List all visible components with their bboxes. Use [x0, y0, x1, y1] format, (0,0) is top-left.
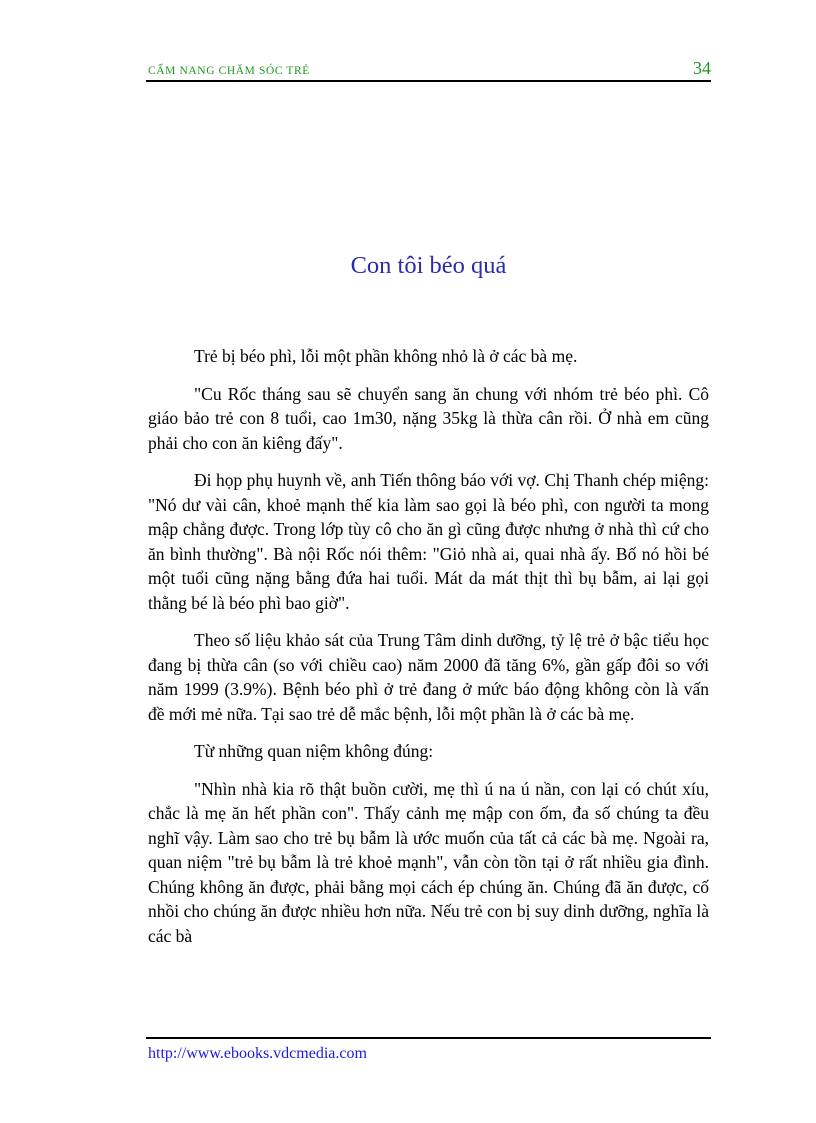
- footer-link[interactable]: http://www.ebooks.vdcmedia.com: [148, 1045, 367, 1062]
- page-number: 34: [693, 58, 711, 78]
- paragraph: Trẻ bị béo phì, lỗi một phần không nhỏ là ở các bà mẹ.: [194, 346, 578, 366]
- paragraph: Đi họp phụ huynh về, anh Tiến thông báo với vợ. Chị Thanh chép miệng: "Nó dư vài cân, khoẻ mạnh thế kia làm sao gọi là béo phì, con người ta mong mập chẳng được. Trong lớp tùy cô cho ăn gì cũng được nhưng ở nhà thì cứ cho ăn bình thường". Bà nội Rốc nói thêm: "Giỏ nhà ai, quai nhà ấy. Bố nó hồi bé một tuổi cũng nặng bằng đứa hai tuổi. Mát da mát thịt thì bụ bẫm, ai lại gọi thằng bé là béo phì bao giờ".: [148, 470, 709, 613]
- page-footer: [146, 1037, 711, 1062]
- paragraph: "Cu Rốc tháng sau sẽ chuyển sang ăn chung với nhóm trẻ béo phì. Cô giáo bảo trẻ con 8 tuổi, cao 1m30, nặng 35kg là thừa cân rồi. Ở nhà em cũng phải cho con ăn kiêng đấy".: [148, 383, 709, 453]
- page-header: [146, 58, 711, 82]
- header-title: CẨM NANG CHĂM SÓC TRẺ: [148, 65, 310, 77]
- chapter-title: Con tôi béo quá: [350, 252, 507, 279]
- paragraph: Từ những quan niệm không đúng:: [194, 741, 434, 761]
- paragraph: "Nhìn nhà kia rõ thật buồn cười, mẹ thì ú na ú nần, con lại có chút xíu, chắc là mẹ ăn hết phần con". Thấy cảnh mẹ mập con ốm, đa số chúng ta đều nghĩ vậy. Làm sao cho trẻ bụ bẫm là ước muốn của tất cả các bà mẹ. Ngoài ra, quan niệm "trẻ bụ bẫm là trẻ khoẻ mạnh", vẫn còn tồn tại ở rất nhiều gia đình. Chúng không ăn được, phải bằng mọi cách ép chúng ăn. Chúng đã ăn được, cố nhồi cho chúng ăn được nhiều hơn nữa. Nếu trẻ con bị suy dinh dưỡng, nghĩa là các bà: [148, 778, 709, 946]
- paragraph: Theo số liệu khảo sát của Trung Tâm dinh dưỡng, tỷ lệ trẻ ở bậc tiểu học đang bị thừa cân (so với chiều cao) năm 2000 đã tăng 6%, gần gấp đôi so với năm 1999 (3.9%). Bệnh béo phì ở trẻ đang ở mức báo động không còn là vấn đề mới mẻ nữa. Tại sao trẻ dễ mắc bệnh, lỗi một phần là ở các bà mẹ.: [148, 630, 709, 724]
- body-text: [148, 344, 709, 961]
